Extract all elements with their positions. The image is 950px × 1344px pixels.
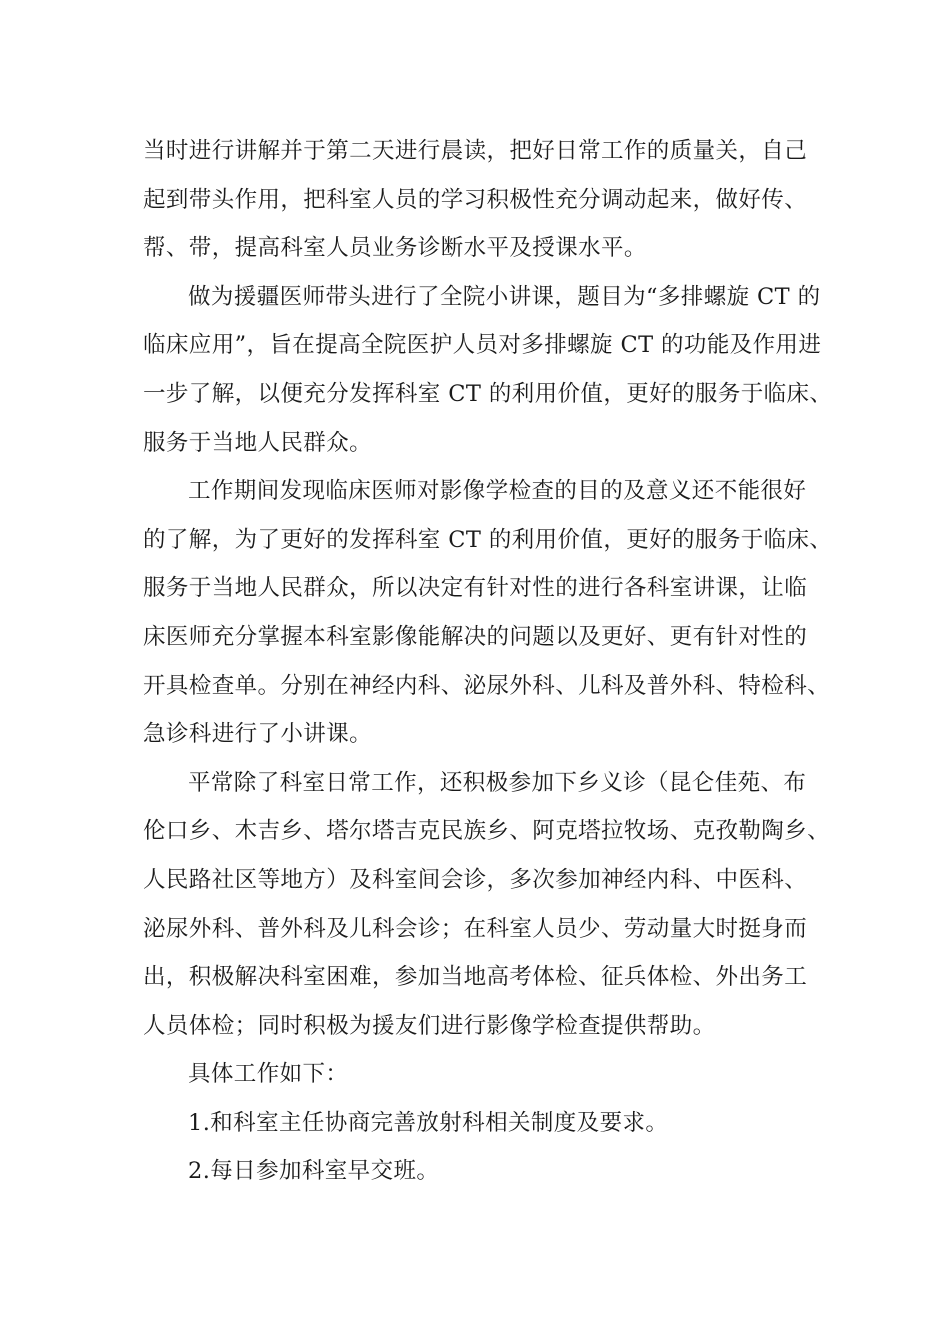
text-line: 伦口乡、木吉乡、塔尔塔吉克民族乡、阿克塔拉牧场、克孜勒陶乡、 bbox=[143, 818, 831, 845]
text-line: 人民路社区等地方）及科室间会诊，多次参加神经内科、中医科、 bbox=[143, 866, 808, 893]
text-line: 床医师充分掌握本科室影像能解决的问题以及更好、更有针对性的 bbox=[143, 623, 808, 650]
text-line: 人员体检；同时积极为援友们进行影像学检查提供帮助。 bbox=[143, 1012, 716, 1039]
text-line: 出，积极解决科室困难，参加当地高考体检、征兵体检、外出务工 bbox=[143, 964, 808, 991]
text-line: 泌尿外科、普外科及儿科会诊；在科室人员少、劳动量大时挺身而 bbox=[143, 915, 808, 942]
text-line: 帮、带，提高科室人员业务诊断水平及授课水平。 bbox=[143, 235, 647, 262]
text-line: 一步了解，以便充分发挥科室 CT 的利用价值，更好的服务于临床、 bbox=[143, 380, 833, 407]
text-line: 急诊科进行了小讲课。 bbox=[143, 721, 373, 748]
paragraph-2 bbox=[143, 273, 833, 467]
text-line: 的了解，为了更好的发挥科室 CT 的利用价值，更好的服务于临床、 bbox=[143, 526, 833, 553]
text-line: 2.每日参加科室早交班。 bbox=[188, 1158, 440, 1185]
text-line: 起到带头作用，把科室人员的学习积极性充分调动起来，做好传、 bbox=[143, 186, 808, 213]
text-line: 开具检查单。分别在神经内科、泌尿外科、儿科及普外科、特检科、 bbox=[143, 672, 831, 699]
text-line: 做为援疆医师带头进行了全院小讲课，题目为“多排螺旋 CT 的 bbox=[188, 283, 821, 310]
paragraph-5 bbox=[143, 1050, 833, 1099]
text-line: 临床应用”，旨在提高全院医护人员对多排螺旋 CT 的功能及作用进 bbox=[143, 332, 822, 359]
text-line: 平常除了科室日常工作，还积极参加下乡义诊（昆仑佳苑、布 bbox=[188, 769, 807, 796]
text-line: 服务于当地人民群众。 bbox=[143, 429, 373, 456]
text-line: 具体工作如下： bbox=[188, 1061, 349, 1088]
list-item-2 bbox=[143, 1147, 833, 1196]
text-line: 服务于当地人民群众，所以决定有针对性的进行各科室讲课，让临 bbox=[143, 575, 808, 602]
list-item-1 bbox=[143, 1099, 833, 1148]
paragraph-1 bbox=[143, 127, 833, 273]
text-line: 当时进行讲解并于第二天进行晨读，把好日常工作的质量关，自己 bbox=[143, 138, 808, 164]
document-body bbox=[143, 127, 833, 1196]
text-line: 1.和科室主任协商完善放射科相关制度及要求。 bbox=[188, 1109, 669, 1136]
paragraph-4 bbox=[143, 759, 833, 1051]
paragraph-3 bbox=[143, 467, 833, 759]
text-line: 工作期间发现临床医师对影像学检查的目的及意义还不能很好 bbox=[188, 478, 807, 505]
